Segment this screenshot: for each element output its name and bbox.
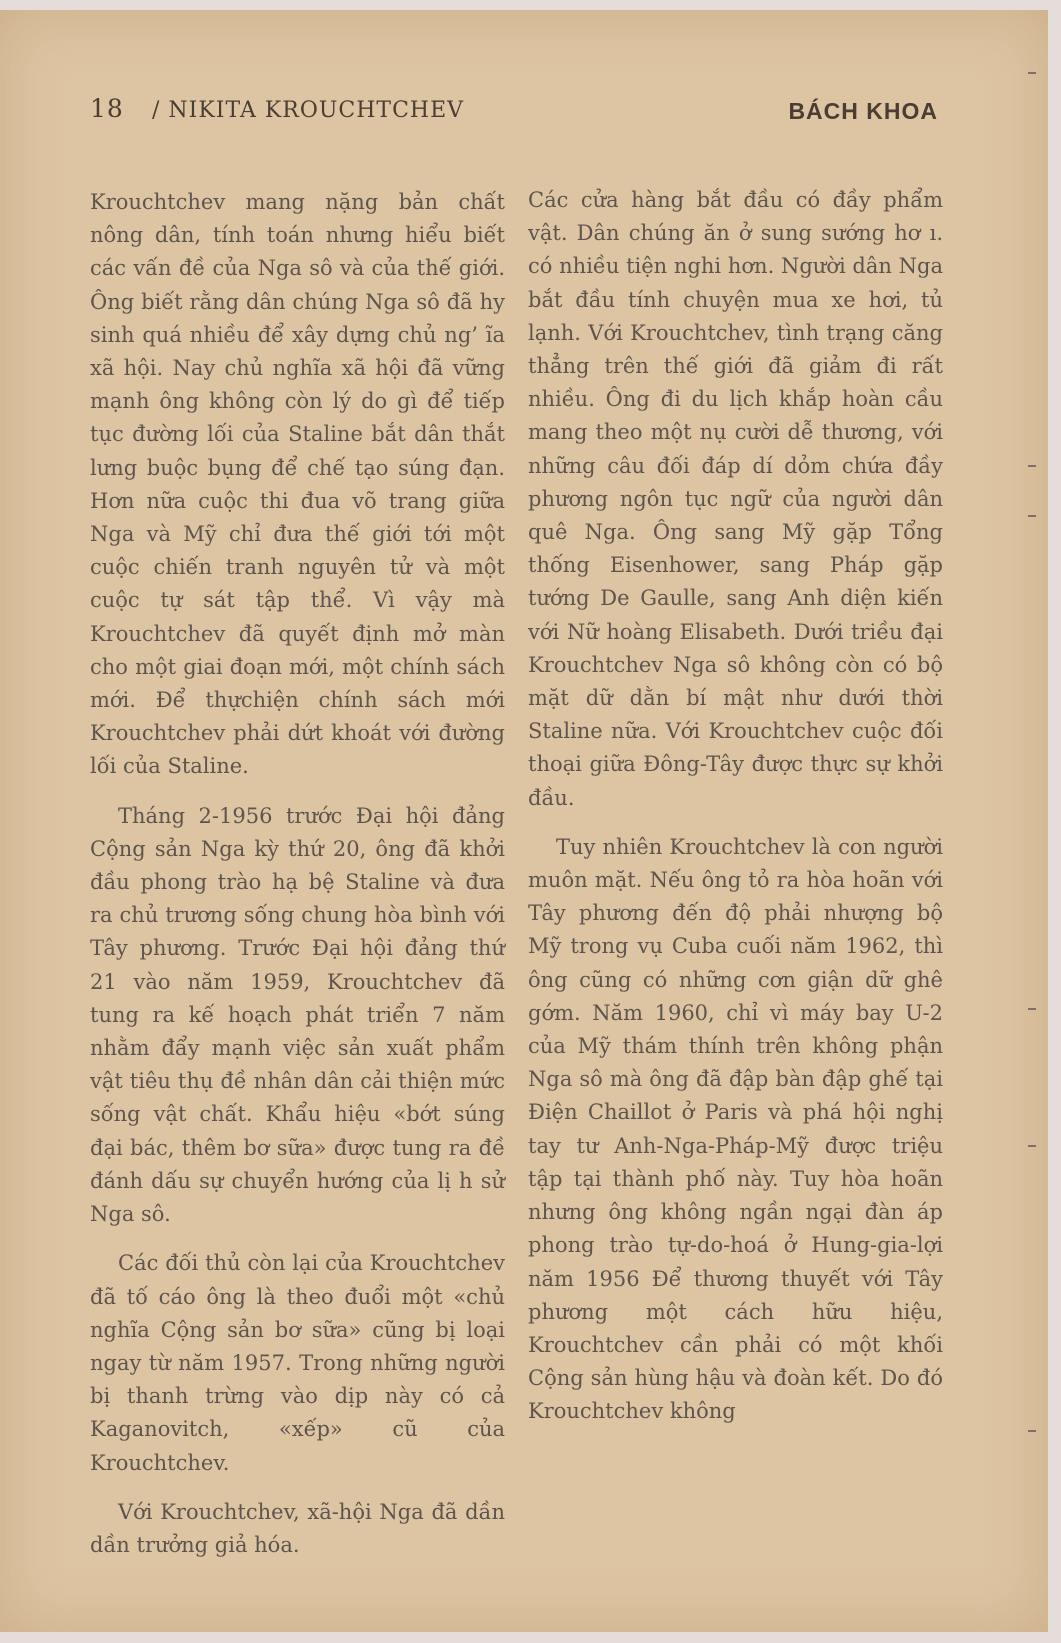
left-column — [90, 186, 505, 1578]
magazine-page — [0, 10, 1048, 1632]
paragraph: Các đối thủ còn lại của Krouchtchev đã tố cáo ông là theo đuổi một «chủ nghĩa Cộng sản bơ sữa» cũng bị loại ngay từ năm 1957. Trong những người bị thanh trừng vào dịp này có cả Kaganovitch, «xếp» cũ của Krouchtchev. — [90, 1251, 505, 1475]
running-title: / NIKITA KROUCHTCHEV — [152, 98, 465, 123]
paragraph: Tháng 2-1956 trước Đại hội đảng Cộng sản Nga kỳ thứ 20, ông đã khởi đầu phong trào hạ bệ Staline và đưa ra chủ trương sống chung hòa bình với Tây phương. Trước Đại hội đảng thứ 21 vào năm 1959, Krouchtchev đã tung ra kế hoạch phát triển 7 năm nhằm đẩy mạnh việc sản xuất phẩm vật tiêu thụ đề nhân dân cải thiện mức sống vật chất. Khẩu hiệu «bớt súng đại bác, thêm bơ sữa» được tung ra đề đánh dấu sự chuyển hướng của lị h sử Nga sô. — [90, 803, 505, 1227]
margin-mark — [1028, 1145, 1036, 1147]
paragraph: Với Krouchtchev, xã-hội Nga đã dần dần trưởng giả hóa. — [90, 1499, 505, 1557]
margin-mark — [1028, 465, 1036, 467]
page-header — [90, 94, 938, 130]
margin-mark — [1028, 515, 1036, 517]
page-number: 18 — [90, 94, 124, 123]
margin-mark — [1028, 1430, 1036, 1432]
paragraph: Tuy nhiên Krouchtchev là con người muôn mặt. Nếu ông tỏ ra hòa hoãn với Tây phương đến độ phải nhượng bộ Mỹ trong vụ Cuba cuối năm 1962, thì ông cũng có những cơn giận dữ ghê gớm. Năm 1960, chỉ vì máy bay U-2 của Mỹ thám thính trên không phận Nga sô mà ông đã đập bàn đập ghế tại Điện Chaillot ở Paris và phá hội nghị tay tư Anh-Nga-Pháp-Mỹ được triệu tập tại thành phố này. Tuy hòa hoãn nhưng ông không ngần ngại đàn áp phong trào tự-do-hoá ở Hung-gia-lợi năm 1956 Để thương thuyết với Tây phương một cách hữu hiệu, Krouchtchev cần phải có một khối Cộng sản hùng hậu và đoàn kết. Do đó Krouchtchev không — [528, 834, 943, 1424]
margin-mark — [1028, 72, 1036, 74]
magazine-name: BÁCH KHOA — [788, 98, 938, 124]
paragraph: Các cửa hàng bắt đầu có đầy phẩm vật. Dân chúng ăn ở sung sướng hơ ı. có nhiều tiện nghi hơn. Người dân Nga bắt đầu tính chuyện mua xe hơi, tủ lạnh. Với Krouchtchev, tình trạng căng thẳng trên thế giới đã giảm đi rất nhiều. Ông đi du lịch khắp hoàn cầu mang theo một nụ cười dễ thương, với những câu đối đáp dí dỏm chứa đầy phương ngôn tục ngữ của người dân quê Nga. Ông sang Mỹ gặp Tổng thống Eisenhower, sang Pháp gặp tướng De Gaulle, sang Anh diện kiến với Nữ hoàng Elisabeth. Dưới triều đại Krouchtchev Nga sô không còn có bộ mặt dữ dằn bí mật như dưới thời Staline nữa. Với Krouchtchev cuộc đối thoại giữa Đông-Tây được thực sự khởi đầu. — [528, 188, 943, 810]
margin-mark — [1028, 1008, 1036, 1010]
right-column — [528, 184, 943, 1445]
paragraph: Krouchtchev mang nặng bản chất nông dân, tính toán nhưng hiểu biết các vấn đề của Nga sô và của thế giới. Ông biết rằng dân chúng Nga sô đã hy sinh quá nhiều để xây dựng chủ ng’ ĩa xã hội. Nay chủ nghĩa xã hội đã vững mạnh ông không còn lý do gì để tiếp tục đường lối của Staline bắt dân thắt lưng buộc bụng để chế tạo súng đạn. Hơn nữa cuộc thi đua võ trang giữa Nga và Mỹ chỉ đưa thế giới tới một cuộc chiến tranh nguyên tử và một cuộc tự sát tập thể. Vì vậy mà Krouchtchev đã quyết định mở màn cho một giai đoạn mới, một chính sách mới. Để thựchiện chính sách mới Krouchtchev phải dứt khoát với đường lối của Staline. — [90, 190, 505, 779]
